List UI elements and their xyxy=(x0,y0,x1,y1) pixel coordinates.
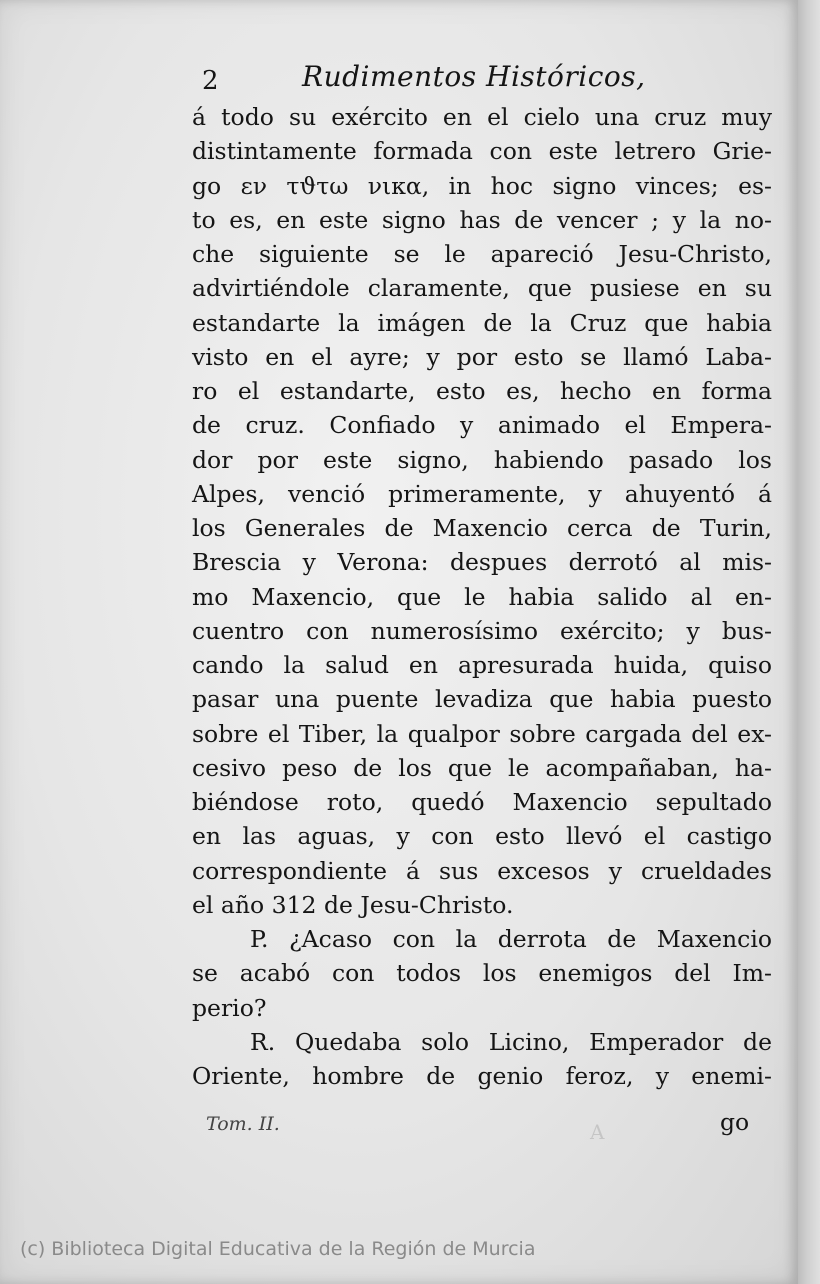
text-line: Alpes, venció primeramente, y ahuyentó á xyxy=(192,479,772,508)
text-line: visto en el ayre; y por esto se llamó Laba- xyxy=(192,342,772,371)
text-line: cesivo peso de los que le acompañaban, ha- xyxy=(192,753,772,782)
text-line: sobre el Tiber, la qualpor sobre cargada del ex- xyxy=(192,719,772,748)
copyright-watermark: (c) Biblioteca Digital Educativa de la Región de Murcia xyxy=(20,1238,536,1260)
signature-mark: Tom. II. xyxy=(206,1113,280,1135)
text-line: pasar una puente levadiza que habia puesto xyxy=(192,685,772,714)
text-line: go εν τϑτω νικα, in hoc signo vinces; es- xyxy=(192,171,772,200)
text-line: distintamente formada con este letrero Grie- xyxy=(192,137,772,166)
page-header xyxy=(190,58,770,98)
text-line: advirtiéndole claramente, que pusiese en su xyxy=(192,274,772,303)
body-text xyxy=(192,100,772,1093)
text-line: los Generales de Maxencio cerca de Turin, xyxy=(192,514,772,542)
answer-line: R. Quedaba solo Licino, Emperador de xyxy=(250,1027,772,1056)
text-line: en las aguas, y con esto llevó el castigo xyxy=(192,822,772,851)
text-line: mo Maxencio, que le habia salido al en- xyxy=(192,582,772,611)
text-line: ro el estandarte, esto es, hecho en forma xyxy=(192,377,772,405)
text-line: estandarte la imágen de la Cruz que habia xyxy=(192,308,772,337)
text-line: se acabó con todos los enemigos del Im- xyxy=(192,959,772,988)
text-line: Brescia y Verona: despues derrotó al mis- xyxy=(192,548,772,577)
text-line: biéndose roto, quedó Maxencio sepultado xyxy=(192,788,772,816)
text-line: che siguiente se le apareció Jesu-Christo, xyxy=(192,240,772,268)
text-line: cuentro con numerosísimo exército; y bus- xyxy=(192,616,772,645)
running-title: Rudimentos Históricos, xyxy=(302,60,646,93)
text-line: cando la salud en apresurada huida, quiso xyxy=(192,651,772,679)
text-line: de cruz. Confiado y animado el Empera- xyxy=(192,411,772,440)
question-line: P. ¿Acaso con la derrota de Maxencio xyxy=(250,925,772,953)
text-line: to es, en este signo has de vencer ; y la no- xyxy=(192,205,772,234)
text-line: Oriente, hombre de genio feroz, y enemi- xyxy=(192,1062,772,1090)
text-line: á todo su exército en el cielo una cruz muy xyxy=(192,103,772,131)
page-number: 2 xyxy=(202,66,219,96)
text-line: correspondiente á sus excesos y crueldades xyxy=(192,856,772,885)
catchword: go xyxy=(720,1108,750,1136)
signature-letter: A xyxy=(590,1120,605,1144)
text-line: perio? xyxy=(192,993,267,1022)
text-line: dor por este signo, habiendo pasado los xyxy=(192,445,772,474)
text-line: el año 312 de Jesu-Christo. xyxy=(192,890,514,919)
page-edge-shadow xyxy=(798,0,820,1284)
